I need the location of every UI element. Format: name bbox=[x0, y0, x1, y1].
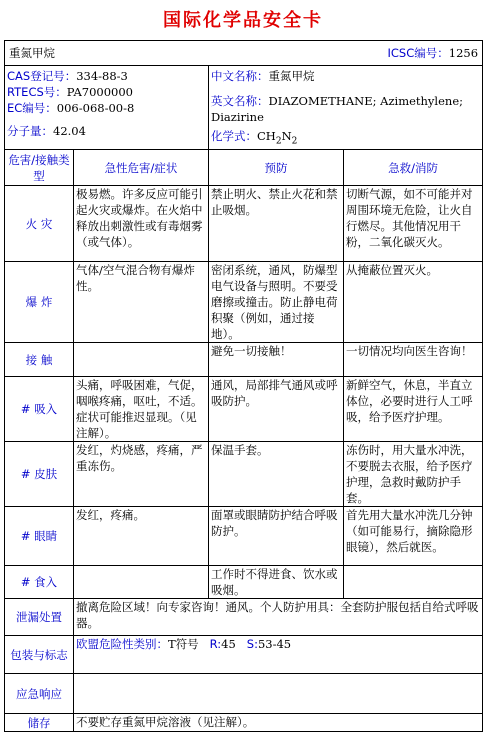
hazard-row-inhalation bbox=[5, 377, 483, 442]
hazard-type: # 食入 bbox=[5, 566, 74, 599]
packaging-label: 包装与标志 bbox=[5, 636, 74, 674]
en-name-value: DIAZOMETHANE; Azimethylene; Diazirine bbox=[211, 94, 463, 124]
emergency-text bbox=[74, 674, 483, 714]
prevention-cell: 保温手套。 bbox=[209, 442, 344, 507]
col-header-firstaid: 急救/消防 bbox=[344, 150, 483, 186]
icsc-number bbox=[388, 45, 479, 61]
column-header-row bbox=[5, 150, 483, 186]
t-symbol: T符号 bbox=[168, 637, 199, 652]
prevention-cell: 避免一切接触！ bbox=[209, 343, 344, 377]
hazard-row-fire bbox=[5, 186, 483, 262]
acute-cell: 气体/空气混合物有爆炸性。 bbox=[74, 262, 209, 343]
s-value: 53-45 bbox=[257, 637, 292, 652]
firstaid-cell: 一切情况均向医生咨询！ bbox=[344, 343, 483, 377]
spill-label: 泄漏处置 bbox=[5, 599, 74, 636]
acute-cell: 发红，疼痛。 bbox=[74, 507, 209, 566]
r-value: 45 bbox=[221, 637, 236, 652]
hazard-type: # 眼睛 bbox=[5, 507, 74, 566]
prevention-cell: 工作时不得进食、饮水或吸烟。 bbox=[209, 566, 344, 599]
firstaid-cell: 从掩蔽位置灭火。 bbox=[344, 262, 483, 343]
s-label: S: bbox=[246, 637, 258, 652]
icsc-value: 1256 bbox=[448, 46, 479, 60]
mw-value: 42.04 bbox=[53, 124, 86, 138]
formula-value: $CH_2N_2$ bbox=[257, 129, 298, 147]
eu-class-label: 欧盟危险性类别： bbox=[76, 637, 168, 652]
formula-line bbox=[211, 128, 480, 149]
rtecs-line bbox=[7, 84, 206, 100]
identification-row bbox=[5, 66, 483, 150]
cn-name-line bbox=[211, 68, 480, 84]
hazard-row-skin bbox=[5, 442, 483, 507]
acute-cell bbox=[74, 343, 209, 377]
acute-cell bbox=[74, 566, 209, 599]
en-name-label: 英文名称： bbox=[211, 94, 269, 108]
col-header-acute: 急性危害/症状 bbox=[74, 150, 209, 186]
spill-row bbox=[5, 599, 483, 636]
hazard-row-ingestion bbox=[5, 566, 483, 599]
firstaid-cell: 冻伤时，用大量水冲洗，不要脱去衣服，给予医疗护理，急救时戴防护手套。 bbox=[344, 442, 483, 507]
ec-value: 006-068-00-8 bbox=[56, 101, 135, 115]
prevention-cell: 密闭系统，通风，防爆型电气设备与照明。不要受磨擦或撞击。防止静电荷积聚（例如，通过接地）。 bbox=[209, 262, 344, 343]
firstaid-cell: 新鲜空气，休息，半直立体位，必要时进行人工呼吸，给予医疗护理。 bbox=[344, 377, 483, 442]
ec-label: EC编号： bbox=[7, 101, 57, 115]
cas-line bbox=[7, 68, 206, 84]
card-header-row bbox=[5, 41, 483, 66]
rtecs-label: RTECS号： bbox=[7, 85, 67, 99]
col-header-prevention: 预防 bbox=[209, 150, 344, 186]
storage-label: 储存 bbox=[5, 714, 74, 732]
rtecs-value: PA7000000 bbox=[66, 85, 133, 99]
hazard-type: 接 触 bbox=[5, 343, 74, 377]
prevention-cell: 面罩或眼睛防护结合呼吸防护。 bbox=[209, 507, 344, 566]
storage-text: 不要贮存重氮甲烷溶液（见注解）。 bbox=[74, 714, 483, 732]
firstaid-cell bbox=[344, 566, 483, 599]
mw-line bbox=[7, 123, 206, 139]
hazard-row-explosion bbox=[5, 262, 483, 343]
storage-row bbox=[5, 714, 483, 732]
emergency-row bbox=[5, 674, 483, 714]
prevention-cell: 通风，局部排气通风或呼吸防护。 bbox=[209, 377, 344, 442]
page-title: 国际化学品安全卡 bbox=[163, 10, 323, 31]
emergency-label: 应急响应 bbox=[5, 674, 74, 714]
hazard-row-eyes bbox=[5, 507, 483, 566]
en-name-line bbox=[211, 93, 480, 125]
hazard-type: # 皮肤 bbox=[5, 442, 74, 507]
firstaid-cell: 首先用大量水冲洗几分钟（如可能易行，摘除隐形眼镜），然后就医。 bbox=[344, 507, 483, 566]
packaging-text bbox=[74, 636, 483, 674]
icsc-label: ICSC编号： bbox=[387, 46, 449, 60]
formula-label: 化学式： bbox=[211, 129, 257, 143]
acute-cell: 头痛，呼吸困难，气促，咽喉疼痛，呕吐，不适。症状可能推迟显现。（见注解）。 bbox=[74, 377, 209, 442]
cn-name-value: 重氮甲烷 bbox=[268, 69, 315, 83]
safety-card-table bbox=[4, 40, 483, 732]
r-label: R: bbox=[209, 637, 222, 652]
cn-name-label: 中文名称： bbox=[211, 69, 269, 83]
hazard-row-contact bbox=[5, 343, 483, 377]
chemical-name: 重氮甲烷 bbox=[9, 46, 55, 60]
hazard-type: 火 灾 bbox=[5, 186, 74, 262]
packaging-row bbox=[5, 636, 483, 674]
spill-text: 撤离危险区域！向专家咨询！通风。个人防护用具：全套防护服包括自给式呼吸器。 bbox=[74, 599, 483, 636]
ec-line bbox=[7, 100, 206, 116]
prevention-cell: 禁止明火、禁止火花和禁止吸烟。 bbox=[209, 186, 344, 262]
acute-cell: 极易燃。许多反应可能引起火灾或爆炸。在火焰中释放出刺激性或有毒烟雾（或气体）。 bbox=[74, 186, 209, 262]
firstaid-cell: 切断气源，如不可能并对周围环境无危险，让火自行燃尽。其他情况用干粉，二氧化碳灭火。 bbox=[344, 186, 483, 262]
hazard-type: # 吸入 bbox=[5, 377, 74, 442]
mw-label: 分子量： bbox=[7, 124, 53, 138]
col-header-type: 危害/接触类型 bbox=[5, 150, 74, 186]
acute-cell: 发红，灼烧感，疼痛，严重冻伤。 bbox=[74, 442, 209, 507]
hazard-type: 爆 炸 bbox=[5, 262, 74, 343]
cas-label: CAS登记号： bbox=[7, 69, 77, 83]
cas-value: 334-88-3 bbox=[76, 69, 128, 83]
